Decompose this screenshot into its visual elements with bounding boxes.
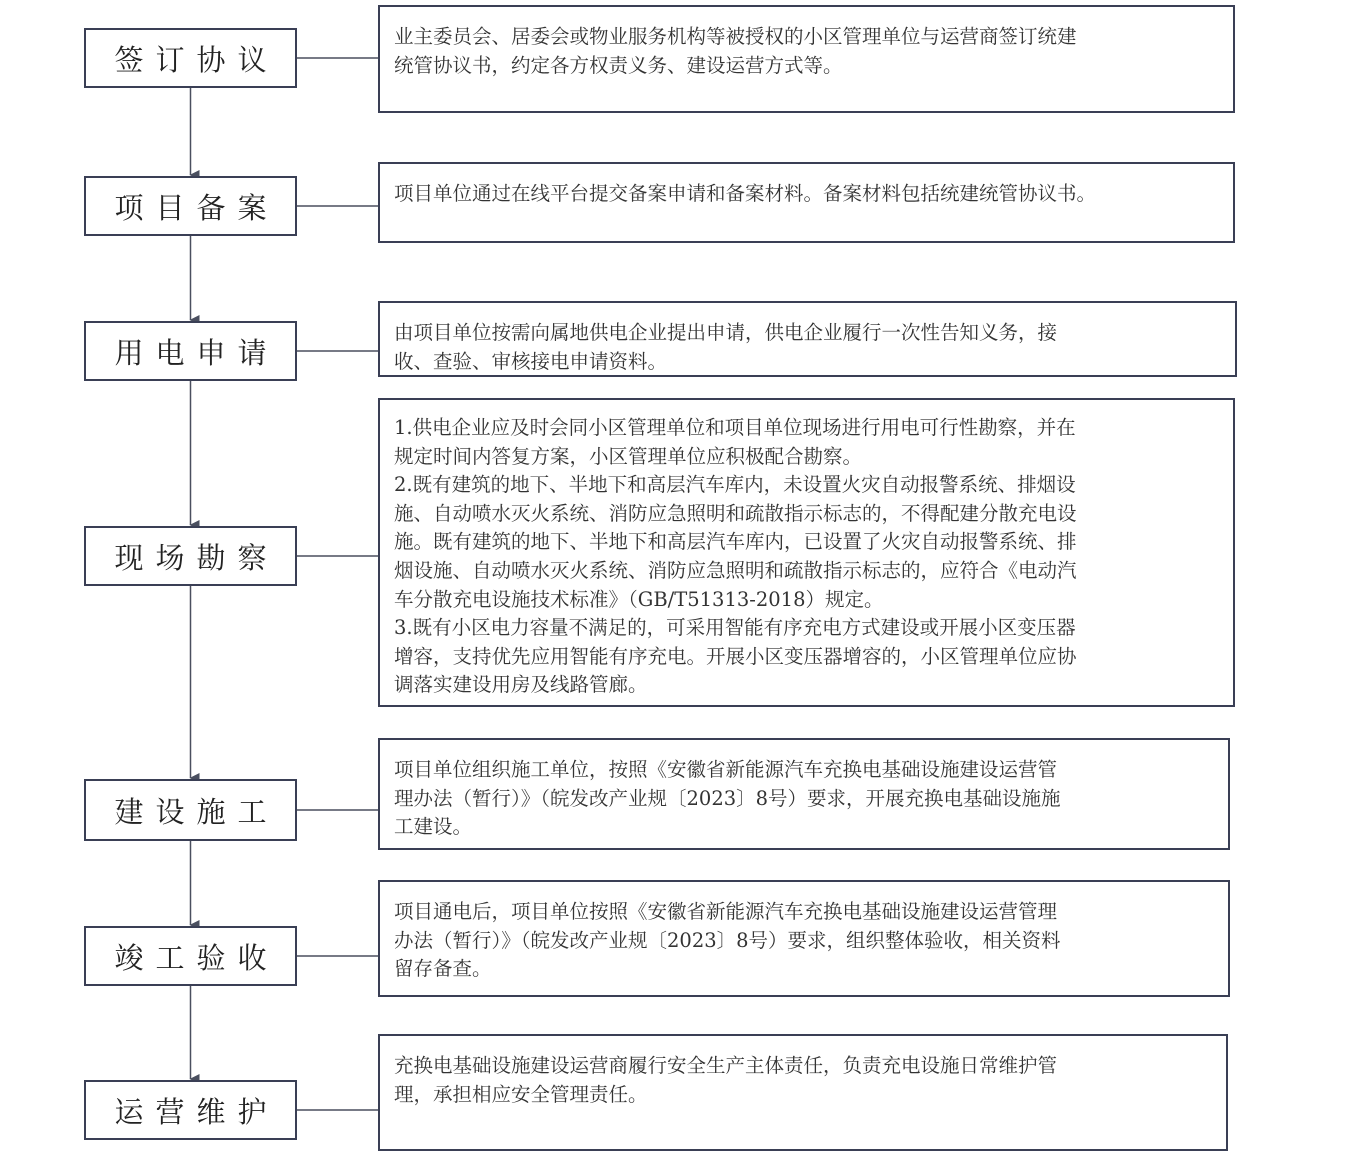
description-line: 规定时间内答复方案，小区管理单位应积极配合勘察。 [394,444,863,468]
description-site-survey [378,398,1235,707]
description-line: 统管协议书，约定各方权责义务、建设运营方式等。 [394,53,843,77]
description-line: 调落实建设用房及线路管廊。 [394,673,648,697]
step-site-survey: 现场勘察 [84,526,297,586]
step-project-filing: 项目备案 [84,176,297,236]
description-line: 项目单位组织施工单位，按照《安徽省新能源汽车充换电基础设施建设运营管 [394,758,1058,781]
description-power-application [378,301,1237,377]
description-line: 充换电基础设施建设运营商履行安全生产主体责任，负责充电设施日常维护管 [394,1054,1058,1077]
description-line: 烟设施、自动喷水灭火系统、消防应急照明和疏散指示标志的，应符合《电动汽 [394,558,1077,582]
description-project-filing [378,162,1235,243]
description-line: 工建设。 [394,815,473,838]
description-line: 收、查验、审核接电申请资料。 [394,349,668,373]
step-completion-acceptance: 竣工验收 [84,926,297,986]
step-power-application: 用电申请 [84,321,297,381]
step-operation-maintenance: 运营维护 [84,1080,297,1140]
description-line: 施。既有建筑的地下、半地下和高层汽车库内，已设置了火灾自动报警系统、排 [394,530,1077,554]
step-sign-agreement: 签订协议 [84,28,297,88]
description-operation-maintenance [378,1034,1228,1151]
description-line: 由项目单位按需向属地供电企业提出申请，供电企业履行一次性告知义务，接 [394,321,1058,344]
step-construction: 建设施工 [84,779,297,841]
description-line: 增容，支持优先应用智能有序充电。开展小区变压器增容的，小区管理单位应协 [394,644,1077,668]
description-sign-agreement [378,5,1235,113]
description-line: 3.既有小区电力容量不满足的，可采用智能有序充电方式建设或开展小区变压器 [394,616,1076,640]
description-line: 办法（暂行）》（皖发改产业规〔2023〕8号）要求，组织整体验收，相关资料 [394,928,1061,952]
description-completion-acceptance [378,880,1230,997]
description-line: 理办法（暂行）》（皖发改产业规〔2023〕8号）要求，开展充换电基础设施施 [394,786,1061,810]
description-line: 1.供电企业应及时会同小区管理单位和项目单位现场进行用电可行性勘察，并在 [394,416,1076,439]
description-line: 项目单位通过在线平台提交备案申请和备案材料。备案材料包括统建统管协议书。 [394,182,1097,205]
description-line: 理，承担相应安全管理责任。 [394,1082,648,1106]
description-line: 业主委员会、居委会或物业服务机构等被授权的小区管理单位与运营商签订统建 [394,25,1077,48]
description-line: 项目通电后，项目单位按照《安徽省新能源汽车充换电基础设施建设运营管理 [394,900,1058,923]
description-line: 留存备查。 [394,957,492,980]
description-line: 2.既有建筑的地下、半地下和高层汽车库内，未设置火灾自动报警系统、排烟设 [394,473,1076,497]
description-line: 施、自动喷水灭火系统、消防应急照明和疏散指示标志的，不得配建分散充电设 [394,501,1077,525]
description-construction [378,738,1230,850]
description-line: 车分散充电设施技术标准》（GB/T51313-2018）规定。 [394,587,884,611]
